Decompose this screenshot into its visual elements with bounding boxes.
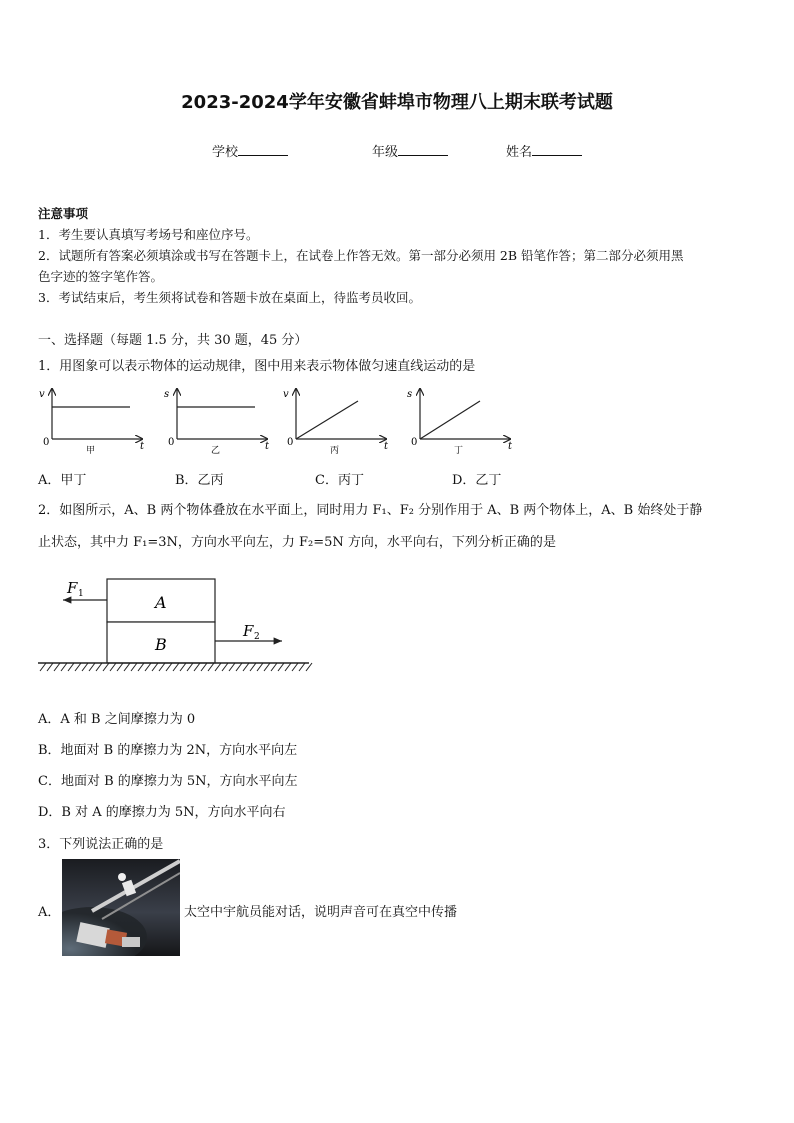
q3-option-a-text: 太空中宇航员能对话，说明声音可在真空中传播 bbox=[184, 905, 458, 920]
hatch-mark bbox=[257, 663, 263, 671]
school-field bbox=[212, 141, 288, 160]
graph-line bbox=[420, 401, 480, 439]
hatch-mark bbox=[180, 663, 186, 671]
hatch-mark bbox=[271, 663, 277, 671]
x-axis-label: t bbox=[384, 441, 389, 452]
hatch-mark bbox=[117, 663, 123, 671]
graph-ding bbox=[407, 389, 513, 455]
graph-caption: 丙 bbox=[330, 446, 340, 455]
y-axis-label: s bbox=[164, 389, 170, 400]
x-axis-label: t bbox=[508, 441, 513, 452]
y-axis-label: v bbox=[283, 389, 289, 400]
section-heading: 一、选择题（每题 1.5 分，共 30 题，45 分） bbox=[38, 333, 308, 348]
q1-option-d: D．乙丁 bbox=[452, 473, 502, 488]
hatch-mark bbox=[54, 663, 60, 671]
q2-option-d: D．B 对 A 的摩擦力为 5N，方向水平向右 bbox=[38, 805, 286, 820]
q1-graphs bbox=[34, 383, 524, 455]
note-item: 2．试题所有答案必须填涂或书写在答题卡上，在试卷上作答无效。第一部分必须用 2B 铅笔作答；第二部分必须用黑 bbox=[38, 248, 684, 263]
page-title: 2023-2024学年安徽省蚌埠市物理八上期末联考试题 bbox=[181, 92, 613, 113]
q2-option-a: A．A 和 B 之间摩擦力为 0 bbox=[38, 712, 196, 727]
force2-subscript: 2 bbox=[254, 632, 260, 642]
hatch-mark bbox=[145, 663, 151, 671]
name-blank bbox=[532, 143, 582, 156]
graph-caption: 甲 bbox=[86, 446, 96, 455]
force1-subscript: 1 bbox=[78, 589, 84, 599]
hatch-mark bbox=[40, 663, 46, 671]
ground-hatch bbox=[40, 663, 312, 671]
hatch-mark bbox=[201, 663, 207, 671]
q3-option-a-label: A． bbox=[38, 905, 61, 920]
hatch-mark bbox=[292, 663, 298, 671]
hatch-mark bbox=[229, 663, 235, 671]
y-axis-label: v bbox=[39, 389, 45, 400]
force2-label: F bbox=[243, 622, 254, 640]
hatch-mark bbox=[285, 663, 291, 671]
hatch-mark bbox=[215, 663, 221, 671]
hatch-mark bbox=[68, 663, 74, 671]
hatch-mark bbox=[47, 663, 53, 671]
q1-option-c: C．丙丁 bbox=[315, 473, 364, 488]
hatch-mark bbox=[96, 663, 102, 671]
hatch-mark bbox=[222, 663, 228, 671]
q2-option-c: C．地面对 B 的摩擦力为 5N，方向水平向左 bbox=[38, 774, 298, 789]
graph-bing bbox=[283, 389, 389, 455]
hatch-mark bbox=[124, 663, 130, 671]
block-b-label: B bbox=[155, 635, 167, 654]
school-label: 学校 bbox=[212, 145, 239, 160]
hatch-mark bbox=[110, 663, 116, 671]
hatch-mark bbox=[61, 663, 67, 671]
hatch-mark bbox=[152, 663, 158, 671]
hatch-mark bbox=[278, 663, 284, 671]
hatch-mark bbox=[306, 663, 312, 671]
hatch-mark bbox=[194, 663, 200, 671]
graph-jia bbox=[39, 389, 145, 455]
hatch-mark bbox=[299, 663, 305, 671]
graph-line bbox=[296, 401, 358, 439]
hatch-mark bbox=[264, 663, 270, 671]
question-2-line2: 止状态，其中力 F₁=3N，方向水平向左，力 F₂=5N 方向，水平向右，下列分析正确的是 bbox=[38, 535, 556, 550]
note-item: 1．考生要认真填写考场号和座位序号。 bbox=[38, 227, 259, 242]
graph-caption: 丁 bbox=[454, 446, 464, 455]
hatch-mark bbox=[250, 663, 256, 671]
hatch-mark bbox=[208, 663, 214, 671]
hatch-mark bbox=[166, 663, 172, 671]
q2-option-b: B．地面对 B 的摩擦力为 2N，方向水平向左 bbox=[38, 743, 298, 758]
y-axis-label: s bbox=[407, 389, 413, 400]
q1-option-a: A．甲丁 bbox=[38, 473, 87, 488]
hatch-mark bbox=[103, 663, 109, 671]
question-1-stem: 1．用图象可以表示物体的运动规律，图中用来表示物体做匀速直线运动的是 bbox=[38, 359, 476, 374]
force1-label: F bbox=[67, 579, 78, 597]
hatch-mark bbox=[173, 663, 179, 671]
hatch-mark bbox=[131, 663, 137, 671]
origin-label: 0 bbox=[411, 437, 418, 448]
astronaut-photo bbox=[62, 859, 180, 956]
name-field bbox=[506, 141, 582, 160]
notes-heading: 注意事项 bbox=[38, 206, 89, 221]
note-item: 色字迹的签字笔作答。 bbox=[38, 269, 164, 284]
origin-label: 0 bbox=[43, 437, 50, 448]
q2-figure bbox=[36, 570, 316, 680]
hatch-mark bbox=[236, 663, 242, 671]
hatch-mark bbox=[159, 663, 165, 671]
question-2-line1: 2．如图所示，A、B 两个物体叠放在水平面上，同时用力 F₁、F₂ 分别作用于 A、B 两个物体上，A、B 始终处于静 bbox=[38, 503, 703, 518]
graph-yi bbox=[164, 389, 270, 455]
x-axis-label: t bbox=[140, 441, 145, 452]
origin-label: 0 bbox=[168, 437, 175, 448]
grade-blank bbox=[398, 143, 448, 156]
block-a-label: A bbox=[155, 593, 167, 612]
graph-caption: 乙 bbox=[211, 446, 221, 455]
grade-field bbox=[372, 141, 448, 160]
hatch-mark bbox=[138, 663, 144, 671]
name-label: 姓名 bbox=[506, 145, 533, 160]
hatch-mark bbox=[75, 663, 81, 671]
school-blank bbox=[238, 143, 288, 156]
question-3-stem: 3．下列说法正确的是 bbox=[38, 837, 164, 852]
hatch-mark bbox=[187, 663, 193, 671]
hatch-mark bbox=[243, 663, 249, 671]
hatch-mark bbox=[82, 663, 88, 671]
origin-label: 0 bbox=[287, 437, 294, 448]
x-axis-label: t bbox=[265, 441, 270, 452]
note-item: 3．考试结束后，考生须将试卷和答题卡放在桌面上，待监考员收回。 bbox=[38, 290, 421, 305]
q1-option-b: B．乙丙 bbox=[175, 473, 224, 488]
grade-label: 年级 bbox=[372, 145, 399, 160]
hatch-mark bbox=[89, 663, 95, 671]
